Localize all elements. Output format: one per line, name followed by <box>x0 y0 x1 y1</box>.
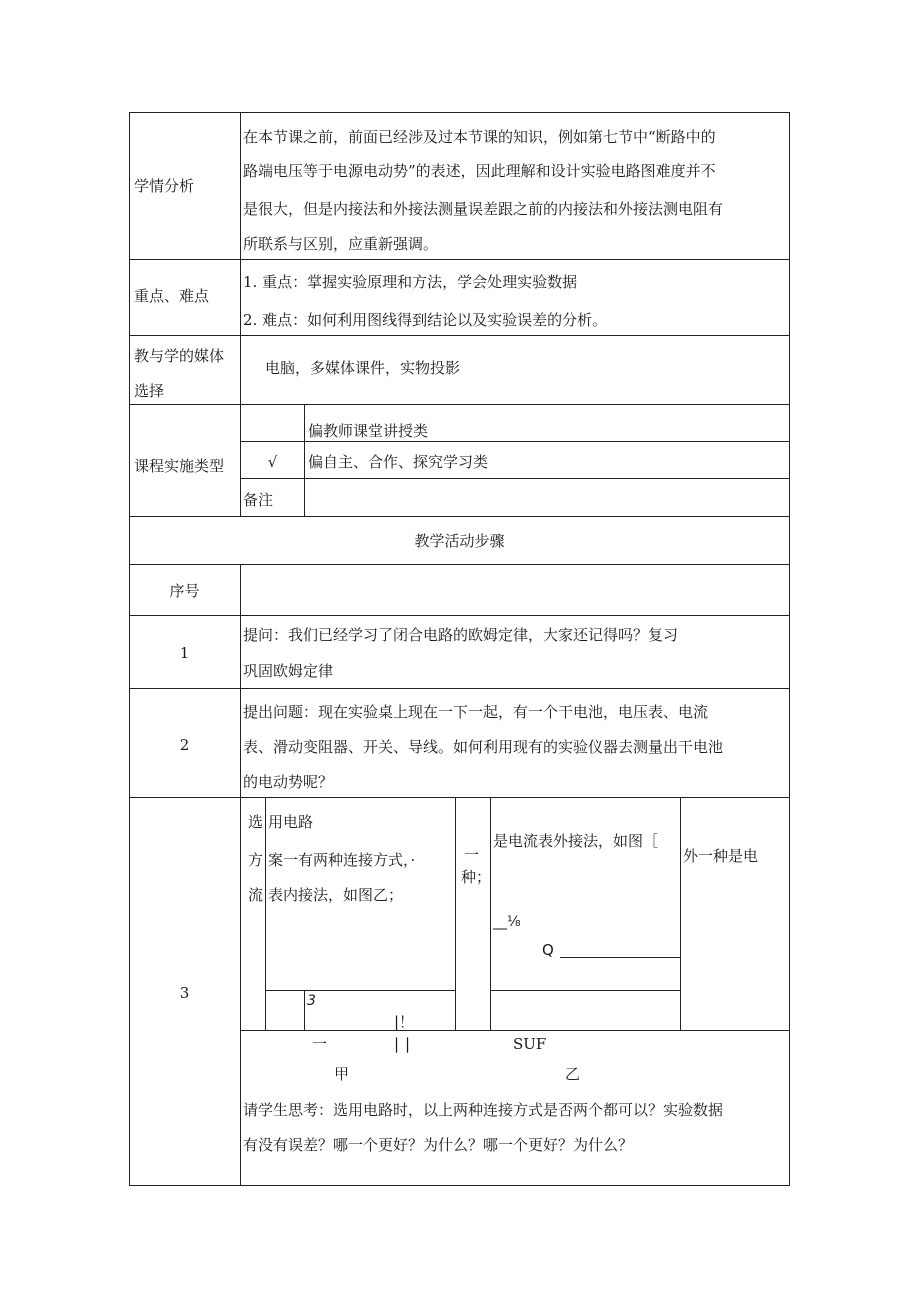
step-2-line-1: 提出问题：现在实验桌上现在一下一起，有一个干电池，电压表、电流 <box>243 703 709 721</box>
step-1-line-1: 提问：我们已经学习了闭合电路的欧姆定律，大家还记得吗？复习 <box>243 626 679 644</box>
rule-type-opt1-bottom <box>240 441 790 442</box>
rule-steps-title-bottom <box>129 564 790 565</box>
step-3-col-e: 外一种是电 <box>683 847 759 865</box>
step-3-figure-fragment-3: 3 <box>307 993 316 1009</box>
step-3-col-a-2: 方 <box>248 851 264 869</box>
step-3-col-b-2: 案一有两种连接方式，· <box>268 851 416 869</box>
border-right <box>789 112 790 1186</box>
step-3-figure-fragment-6: || <box>394 1035 417 1053</box>
rule-type-opt2-bottom <box>240 478 790 479</box>
rule-s3-e <box>304 990 305 1030</box>
step-3-label-jia: 甲 <box>334 1065 350 1083</box>
circuit-wire <box>560 957 680 958</box>
remark-label: 备注 <box>243 491 274 509</box>
step-1-line-2: 巩固欧姆定律 <box>243 662 334 680</box>
step-3-question-line-1: 请学生思考：选用电路时，以上两种连接方式是否两个都可以？实验数据 <box>243 1101 724 1119</box>
rule-remark-bottom <box>129 516 790 517</box>
rule-seq-header-bottom <box>129 615 790 616</box>
rule-s3-d <box>680 797 681 1030</box>
step-2-line-2: 表、滑动变阻器、开关、导线。如何利用现有的实验仪器去测量出干电池 <box>243 738 724 756</box>
border-bottom <box>129 1185 790 1186</box>
step-3-figure-fragment-7: SUF <box>513 1035 547 1053</box>
step-3-figure-fragment-1: __⅛ <box>493 914 521 930</box>
step-3-figure-fragment-4: |！ <box>394 1013 415 1031</box>
step-3-col-a-1: 选 <box>248 813 264 831</box>
rule-step2-bottom <box>129 797 790 798</box>
step-1-number: 1 <box>179 644 190 662</box>
rule-seq-column <box>240 564 241 1186</box>
keypoints-line-2: 2. 难点：如何利用图线得到结论以及实验误差的分析。 <box>243 311 608 329</box>
rule-keypoints-bottom <box>129 335 790 336</box>
rule-s3-figure-bottom <box>240 1030 789 1031</box>
course-type-option-2: 偏自主、合作、探究学习类 <box>308 453 489 471</box>
step-3-number: 3 <box>179 984 190 1002</box>
rule-s3-left-inner <box>265 990 455 991</box>
keypoints-label: 重点、难点 <box>134 287 210 305</box>
analysis-line-2: 路端电压等于电源电动势”的表述，因此理解和设计实验电路图难度并不 <box>243 162 716 180</box>
rule-s3-b <box>455 797 456 1030</box>
course-type-option-1: 偏教师课堂讲授类 <box>308 422 429 440</box>
step-2-line-3: 的电动势呢？ <box>243 773 334 791</box>
analysis-line-3: 是很大，但是内接法和外接法测量误差跟之前的内接法和外接法测电阻有 <box>243 200 724 218</box>
step-3-col-c-1: 一 <box>464 846 480 864</box>
step-3-figure-fragment-5: 一 <box>312 1035 328 1053</box>
media-value: 电脑，多媒体课件，实物投影 <box>265 359 461 377</box>
step-2-number: 2 <box>179 736 190 754</box>
rule-step1-bottom <box>129 688 790 689</box>
step-3-col-c-2: 种； <box>461 868 492 886</box>
media-label-line-2: 选择 <box>134 382 165 400</box>
analysis-label: 学情分析 <box>134 177 195 195</box>
media-label-line-1: 教与学的媒体 <box>134 347 225 365</box>
analysis-line-4: 所联系与区别，应重新强调。 <box>243 235 439 253</box>
analysis-line-1: 在本节课之前，前面已经涉及过本节课的知识，例如第七节中“断路中的 <box>243 128 716 146</box>
course-type-check-2: √ <box>267 453 278 471</box>
steps-title: 教学活动步骤 <box>414 532 505 550</box>
rule-s3-c <box>490 797 491 1030</box>
step-3-col-b-1: 用电路 <box>268 813 314 831</box>
step-3-question-line-2: 有没有误差？哪一个更好？为什么？哪一个更好？为什么？ <box>243 1136 634 1154</box>
rule-check-column <box>304 404 305 517</box>
course-type-label: 课程实施类型 <box>134 457 225 475</box>
border-top <box>129 112 790 113</box>
keypoints-line-1: 1. 重点：掌握实验原理和方法，学会处理实验数据 <box>243 273 578 291</box>
rule-media-bottom <box>129 404 790 405</box>
step-3-col-b-3: 表内接法，如图乙； <box>268 886 404 904</box>
step-3-label-yi: 乙 <box>565 1065 581 1083</box>
rule-analysis-bottom <box>129 259 790 260</box>
seq-header: 序号 <box>169 582 200 600</box>
rule-s3-a <box>265 797 266 1030</box>
rule-s3-right-inner <box>490 990 680 991</box>
step-3-figure-fragment-2: Q <box>542 941 554 959</box>
step-3-col-d: 是电流表外接法，如图［ <box>493 832 659 850</box>
step-3-col-a-3: 流 <box>248 886 264 904</box>
